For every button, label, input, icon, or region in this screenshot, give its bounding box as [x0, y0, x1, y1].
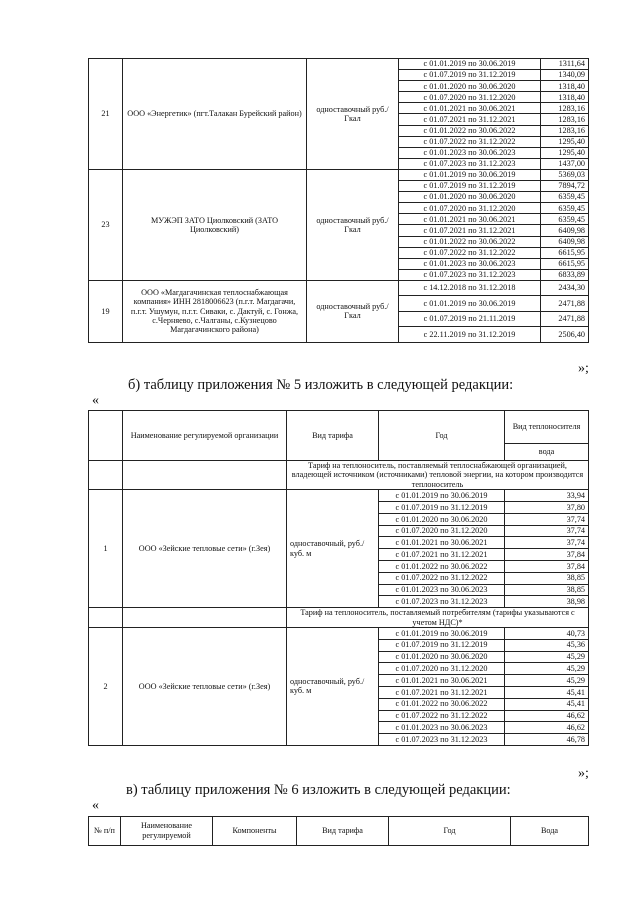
period: с 01.07.2020 по 31.12.2020: [399, 92, 541, 103]
tariff-value: 45,29: [505, 663, 589, 675]
tariff-value: 6409,98: [541, 236, 589, 247]
period: с 01.07.2022 по 31.12.2022: [399, 247, 541, 258]
tariff-value: 45,41: [505, 686, 589, 698]
tariff-value: 37,74: [505, 513, 589, 525]
section-c-heading: в) таблицу приложения № 6 изложить в следующей редакции:: [126, 782, 511, 798]
row-number: 1: [89, 490, 123, 608]
tariff-value: 1295,40: [541, 147, 589, 158]
tariff-value: 38,85: [505, 584, 589, 596]
period: с 01.01.2022 по 30.06.2022: [379, 561, 505, 573]
tariff-value: 1340,09: [541, 70, 589, 81]
period: с 01.07.2020 по 31.12.2020: [379, 663, 505, 675]
tariff-value: 33,94: [505, 490, 589, 502]
tariff-value: 1283,16: [541, 114, 589, 125]
period: с 01.01.2023 по 30.06.2023: [399, 147, 541, 158]
tariff-value: 6359,45: [541, 214, 589, 225]
tariff-type: одноставочный, руб./куб. м: [287, 628, 379, 746]
tariff-value: 46,62: [505, 710, 589, 722]
period: с 01.07.2021 по 31.12.2021: [399, 114, 541, 125]
tariff-value: 1283,16: [541, 103, 589, 114]
closing-quote-a: »;: [578, 361, 589, 376]
tariff-value: 1283,16: [541, 125, 589, 136]
tariff-value: 46,78: [505, 734, 589, 746]
period: с 01.07.2021 по 31.12.2021: [379, 686, 505, 698]
period: с 01.01.2022 по 30.06.2022: [399, 125, 541, 136]
tariff-value: 6615,95: [541, 258, 589, 269]
appendix-6-table: [88, 816, 589, 846]
tariff-value: 38,85: [505, 572, 589, 584]
header-components: Компоненты: [213, 817, 297, 846]
tariff-value: 38,98: [505, 596, 589, 608]
tariff-value: 37,80: [505, 502, 589, 514]
tariff-value: 37,84: [505, 549, 589, 561]
table-row: [89, 169, 589, 180]
caption-blank-no: [89, 608, 123, 628]
tariff-value: 7894,72: [541, 181, 589, 192]
tariff-value: 6359,45: [541, 192, 589, 203]
period: с 01.01.2019 по 30.06.2019: [399, 169, 541, 180]
tariff-value: 46,62: [505, 722, 589, 734]
tariff-value: 5369,03: [541, 169, 589, 180]
period: с 01.07.2022 по 31.12.2022: [399, 136, 541, 147]
row-number: 21: [89, 59, 123, 170]
period: с 01.07.2019 по 31.12.2019: [379, 502, 505, 514]
period: с 01.07.2021 по 31.12.2021: [379, 549, 505, 561]
tariff-value: 1311,64: [541, 59, 589, 70]
tariff-type: одноставочный руб./Гкал: [307, 59, 399, 170]
organization-name: ООО «Зейские тепловые сети» (г.Зея): [123, 490, 287, 608]
period: с 01.01.2020 по 30.06.2020: [399, 192, 541, 203]
open-quote-b: «: [92, 393, 99, 408]
tariff-value: 37,74: [505, 537, 589, 549]
period: с 01.01.2021 по 30.06.2021: [379, 537, 505, 549]
tariff-table-continued: [88, 58, 589, 343]
caption-row: [89, 608, 589, 628]
appendix-5-table: [88, 410, 589, 746]
period: с 01.01.2021 по 30.06.2021: [379, 675, 505, 687]
period: с 01.01.2019 по 30.06.2019: [399, 296, 541, 312]
period: с 01.01.2023 по 30.06.2023: [399, 258, 541, 269]
period: с 01.01.2023 по 30.06.2023: [379, 722, 505, 734]
tariff-value: 45,41: [505, 698, 589, 710]
tariff-value: 1437,00: [541, 158, 589, 169]
header-water: вода: [505, 444, 589, 461]
tariff-value: 1318,40: [541, 81, 589, 92]
period: с 01.07.2023 по 31.12.2023: [399, 158, 541, 169]
period: с 01.01.2021 по 30.06.2021: [399, 214, 541, 225]
organization-name: ООО «Магдагачинская теплоснабжающая компания» ИНН 2818006623 (п.г.т. Магдагачи, п.г.т. Ушумун, п.г.т. Сиваки, с. Дактуй, с. Гонжа, с.Черняево, с.Чалганы, с.Кузнецово Магдагачинского района): [123, 280, 307, 342]
organization-name: МУЖЭП ЗАТО Циолковский (ЗАТО Циолковский): [123, 169, 307, 280]
period: с 01.07.2022 по 31.12.2022: [379, 710, 505, 722]
tariff-value: 45,29: [505, 675, 589, 687]
header-org: Наименование регулируемой организации: [123, 411, 287, 461]
period: с 01.01.2022 по 30.06.2022: [399, 236, 541, 247]
table-row: [89, 280, 589, 296]
caption-blank-org: [123, 461, 287, 490]
caption-blank-org: [123, 608, 287, 628]
closing-quote-b: »;: [578, 766, 589, 781]
tariff-value: 6359,45: [541, 203, 589, 214]
period: с 22.11.2019 по 31.12.2019: [399, 327, 541, 343]
header-carrier: Вид теплоносителя: [505, 411, 589, 444]
organization-name: ООО «Зейские тепловые сети» (г.Зея): [123, 628, 287, 746]
tariff-type: одноставочный руб./Гкал: [307, 169, 399, 280]
tariff-value: 2506,40: [541, 327, 589, 343]
period: с 14.12.2018 по 31.12.2018: [399, 280, 541, 296]
tariff-value: 2434,30: [541, 280, 589, 296]
period: с 01.01.2020 по 30.06.2020: [399, 81, 541, 92]
header-no: № п/п: [89, 817, 121, 846]
period: с 01.07.2020 по 31.12.2020: [399, 203, 541, 214]
period: с 01.07.2023 по 31.12.2023: [379, 734, 505, 746]
caption-row: [89, 461, 589, 490]
period: с 01.07.2019 по 31.12.2019: [399, 181, 541, 192]
period: с 01.01.2019 по 30.06.2019: [399, 59, 541, 70]
period: с 01.07.2020 по 31.12.2020: [379, 525, 505, 537]
tariff-value: 45,36: [505, 639, 589, 651]
tariff-value: 45,29: [505, 651, 589, 663]
table-row: [89, 490, 589, 502]
section-b-heading: б) таблицу приложения № 5 изложить в следующей редакции:: [128, 377, 514, 393]
period: с 01.01.2019 по 30.06.2019: [379, 490, 505, 502]
header-year: Год: [389, 817, 511, 846]
table-row: [89, 59, 589, 70]
period: с 01.07.2019 по 21.11.2019: [399, 311, 541, 327]
header-year: Год: [379, 411, 505, 461]
tariff-caption: Тариф на теплоноситель, поставляемый потребителям (тарифы указываются с учетом НДС)*: [287, 608, 589, 628]
caption-blank-no: [89, 461, 123, 490]
tariff-type: одноставочный руб./Гкал: [307, 280, 399, 342]
period: с 01.07.2023 по 31.12.2023: [399, 269, 541, 280]
tariff-caption: Тариф на теплоноситель, поставляемый теплоснабжающей организацией, владеющей источником (источниками) тепловой энергии, на котором производится теплоноситель: [287, 461, 589, 490]
period: с 01.01.2023 по 30.06.2023: [379, 584, 505, 596]
tariff-value: 1295,40: [541, 136, 589, 147]
tariff-value: 1318,40: [541, 92, 589, 103]
period: с 01.01.2020 по 30.06.2020: [379, 513, 505, 525]
period: с 01.01.2022 по 30.06.2022: [379, 698, 505, 710]
tariff-value: 6615,95: [541, 247, 589, 258]
open-quote-c: «: [92, 798, 99, 813]
period: с 01.07.2019 по 31.12.2019: [379, 639, 505, 651]
period: с 01.01.2021 по 30.06.2021: [399, 103, 541, 114]
header-tariff-type: Вид тарифа: [287, 411, 379, 461]
row-number: 23: [89, 169, 123, 280]
period: с 01.07.2019 по 31.12.2019: [399, 70, 541, 81]
row-number: 19: [89, 280, 123, 342]
header-org: Наименование регулируемой: [121, 817, 213, 846]
tariff-value: 6409,98: [541, 225, 589, 236]
tariff-value: 40,73: [505, 628, 589, 640]
tariff-value: 37,74: [505, 525, 589, 537]
tariff-value: 2471,88: [541, 311, 589, 327]
header-no: [89, 411, 123, 461]
tariff-value: 2471,88: [541, 296, 589, 312]
period: с 01.01.2020 по 30.06.2020: [379, 651, 505, 663]
period: с 01.07.2023 по 31.12.2023: [379, 596, 505, 608]
organization-name: ООО «Энергетик» (пгт.Талакан Бурейский район): [123, 59, 307, 170]
tariff-value: 6833,89: [541, 269, 589, 280]
header-tariff-type: Вид тарифа: [297, 817, 389, 846]
period: с 01.07.2022 по 31.12.2022: [379, 572, 505, 584]
row-number: 2: [89, 628, 123, 746]
header-water: Вода: [511, 817, 589, 846]
table-row: [89, 628, 589, 640]
period: с 01.07.2021 по 31.12.2021: [399, 225, 541, 236]
tariff-value: 37,84: [505, 561, 589, 573]
period: с 01.01.2019 по 30.06.2019: [379, 628, 505, 640]
tariff-type: одноставочный, руб./куб. м: [287, 490, 379, 608]
